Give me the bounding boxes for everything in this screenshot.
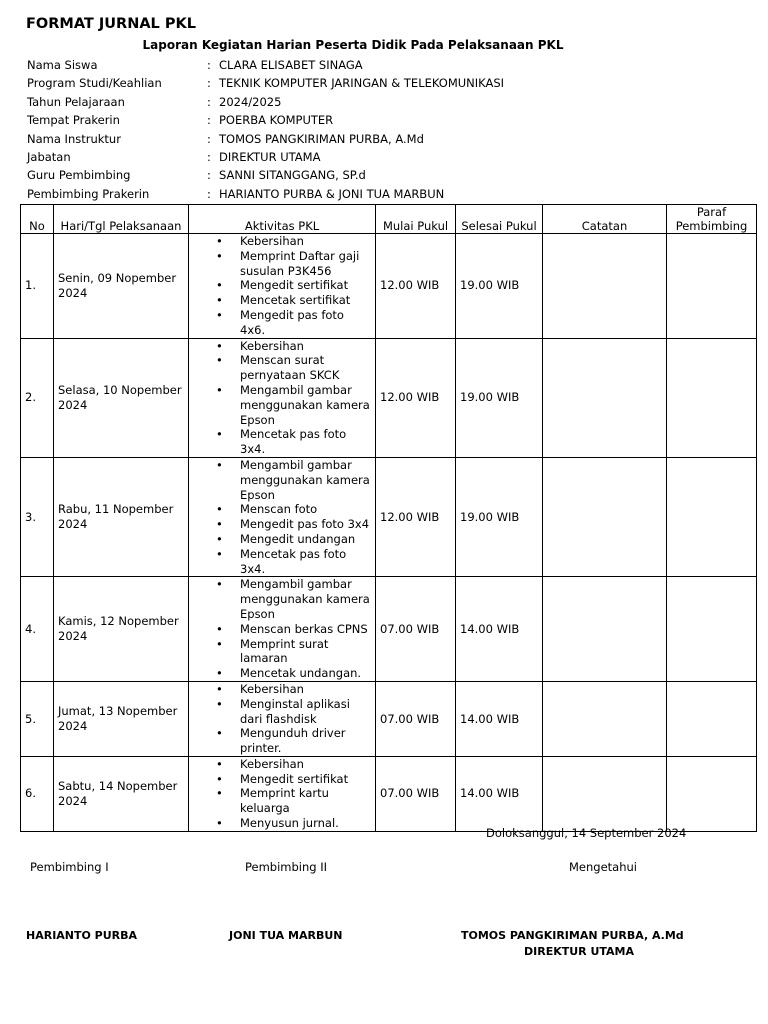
activity-item: • Mengambil gambar menggunakan kamera Epson (193, 577, 371, 621)
activity-item: • Mencetak sertifikat (193, 293, 371, 308)
pembimbing2-label: Pembimbing II (245, 860, 328, 874)
table-row (21, 457, 757, 576)
student-info-block (27, 56, 504, 203)
info-row-jabatan (27, 148, 504, 166)
info-colon: : (207, 131, 211, 146)
row-start: 12.00 WIB (376, 338, 456, 457)
place-date: Doloksanggul, 14 September 2024 (486, 826, 687, 840)
row-no: 1. (21, 234, 54, 339)
info-label: Nama Siswa (27, 58, 98, 72)
info-colon: : (207, 58, 211, 72)
info-colon: : (207, 94, 211, 109)
row-activities (189, 457, 376, 576)
activity-item: • Mencetak pas foto 3x4. (193, 427, 371, 457)
activity-item: • Menscan surat pernyataan SKCK (193, 353, 371, 383)
activity-item: • Mengambil gambar menggunakan kamera Epson (193, 383, 371, 427)
row-activities (189, 756, 376, 831)
mengetahui-title: DIREKTUR UTAMA (524, 945, 635, 958)
info-label: Jabatan (27, 149, 71, 164)
info-value: SANNI SITANGGANG, SP.d (219, 168, 366, 183)
info-colon: : (207, 149, 211, 164)
row-paraf (667, 234, 757, 339)
row-no: 2. (21, 338, 54, 457)
info-row-guru-pembimbing (27, 166, 504, 184)
row-paraf (667, 577, 757, 682)
info-label: Tempat Prakerin (27, 113, 120, 128)
activity-item: • Mengambil gambar menggunakan kamera Epson (193, 458, 371, 502)
info-row-tempat-prakerin (27, 111, 504, 129)
pembimbing1-label: Pembimbing I (30, 860, 109, 874)
row-start: 12.00 WIB (376, 234, 456, 339)
info-value: CLARA ELISABET SINAGA (219, 58, 363, 72)
header-paraf: Paraf Pembimbing (667, 205, 757, 234)
info-label: Nama Instruktur (27, 131, 121, 146)
info-value: TEKNIK KOMPUTER JARINGAN & TELEKOMUNIKASI (219, 76, 505, 91)
activity-item: • Mengedit pas foto 3x4 (193, 517, 371, 532)
activity-item: • Mengedit pas foto 4x6. (193, 308, 371, 338)
row-no: 3. (21, 457, 54, 576)
info-colon: : (207, 113, 211, 128)
table-row (21, 577, 757, 682)
row-paraf (667, 338, 757, 457)
activity-item: • Kebersihan (193, 682, 371, 697)
activity-item: • Mencetak pas foto 3x4. (193, 547, 371, 577)
pembimbing1-name: HARIANTO PURBA (26, 929, 138, 942)
activity-item: • Kebersihan (193, 339, 371, 354)
header-note: Catatan (543, 205, 667, 234)
table-header-row (21, 205, 757, 234)
header-activities: Aktivitas PKL (189, 205, 376, 234)
row-start: 12.00 WIB (376, 457, 456, 576)
row-no: 4. (21, 577, 54, 682)
info-colon: : (207, 76, 211, 91)
row-end: 19.00 WIB (456, 457, 543, 576)
activity-item: • Kebersihan (193, 757, 371, 772)
activity-item: • Menyusun jurnal. (193, 816, 371, 831)
activity-item: • Menginstal aplikasi dari flashdisk (193, 697, 371, 727)
pembimbing2-name: JONI TUA MARBUN (229, 929, 343, 942)
row-date: Rabu, 11 Nopember 2024 (54, 457, 189, 576)
info-value: DIREKTUR UTAMA (219, 149, 321, 164)
activity-item: • Mencetak undangan. (193, 666, 371, 681)
header-end: Selesai Pukul (456, 205, 543, 234)
info-label: Program Studi/Keahlian (27, 76, 162, 91)
journal-table (20, 204, 757, 832)
info-value: TOMOS PANGKIRIMAN PURBA, A.Md (219, 131, 424, 146)
row-activities (189, 338, 376, 457)
table-row (21, 338, 757, 457)
info-row-tahun-pelajaran (27, 93, 504, 111)
row-note (543, 457, 667, 576)
table-row (21, 681, 757, 756)
table-row (21, 756, 757, 831)
row-no: 5. (21, 681, 54, 756)
row-end: 14.00 WIB (456, 681, 543, 756)
row-date: Selasa, 10 Nopember 2024 (54, 338, 189, 457)
row-note (543, 338, 667, 457)
mengetahui-label: Mengetahui (569, 860, 637, 874)
info-row-pembimbing-prakerin (27, 185, 504, 203)
activity-item: • Mengedit undangan (193, 532, 371, 547)
row-start: 07.00 WIB (376, 681, 456, 756)
header-no: No (21, 205, 54, 234)
row-start: 07.00 WIB (376, 577, 456, 682)
row-note (543, 234, 667, 339)
mengetahui-name: TOMOS PANGKIRIMAN PURBA, A.Md (461, 929, 684, 942)
row-paraf (667, 681, 757, 756)
row-date: Sabtu, 14 Nopember 2024 (54, 756, 189, 831)
info-colon: : (207, 168, 211, 183)
row-date: Kamis, 12 Nopember 2024 (54, 577, 189, 682)
header-start: Mulai Pukul (376, 205, 456, 234)
row-activities (189, 577, 376, 682)
activity-item: • Mengedit sertifikat (193, 278, 371, 293)
row-end: 19.00 WIB (456, 234, 543, 339)
row-note (543, 681, 667, 756)
info-label: Pembimbing Prakerin (27, 186, 150, 201)
activity-item: • Memprint kartu keluarga (193, 786, 371, 816)
info-colon: : (207, 186, 211, 201)
info-row-nama-siswa (27, 56, 504, 74)
row-activities (189, 234, 376, 339)
activity-item: • Menscan foto (193, 502, 371, 517)
row-start: 07.00 WIB (376, 756, 456, 831)
row-date: Jumat, 13 Nopember 2024 (54, 681, 189, 756)
row-paraf (667, 457, 757, 576)
activity-item: • Mengunduh driver printer. (193, 726, 371, 756)
activity-item: • Memprint Daftar gaji susulan P3K456 (193, 249, 371, 279)
info-row-nama-instruktur (27, 130, 504, 148)
info-value: POERBA KOMPUTER (219, 113, 334, 128)
row-end: 14.00 WIB (456, 756, 543, 831)
document-subtitle: Laporan Kegiatan Harian Peserta Didik Pada Pelaksanaan PKL (142, 38, 564, 52)
activity-item: • Mengedit sertifikat (193, 772, 371, 787)
table-row (21, 234, 757, 339)
header-date: Hari/Tgl Pelaksanaan (54, 205, 189, 234)
activity-item: • Kebersihan (193, 234, 371, 249)
row-note (543, 756, 667, 831)
row-end: 14.00 WIB (456, 577, 543, 682)
activity-item: • Memprint surat lamaran (193, 637, 371, 667)
row-date: Senin, 09 Nopember 2024 (54, 234, 189, 339)
row-end: 19.00 WIB (456, 338, 543, 457)
row-no: 6. (21, 756, 54, 831)
info-label: Tahun Pelajaraan (27, 94, 125, 109)
info-value: HARIANTO PURBA & JONI TUA MARBUN (219, 186, 445, 201)
row-activities (189, 681, 376, 756)
row-paraf (667, 756, 757, 831)
info-row-program-studi (27, 74, 504, 92)
info-label: Guru Pembimbing (27, 168, 131, 183)
activity-item: • Menscan berkas CPNS (193, 622, 371, 637)
info-value: 2024/2025 (219, 94, 282, 109)
row-note (543, 577, 667, 682)
document-title: FORMAT JURNAL PKL (26, 16, 196, 32)
